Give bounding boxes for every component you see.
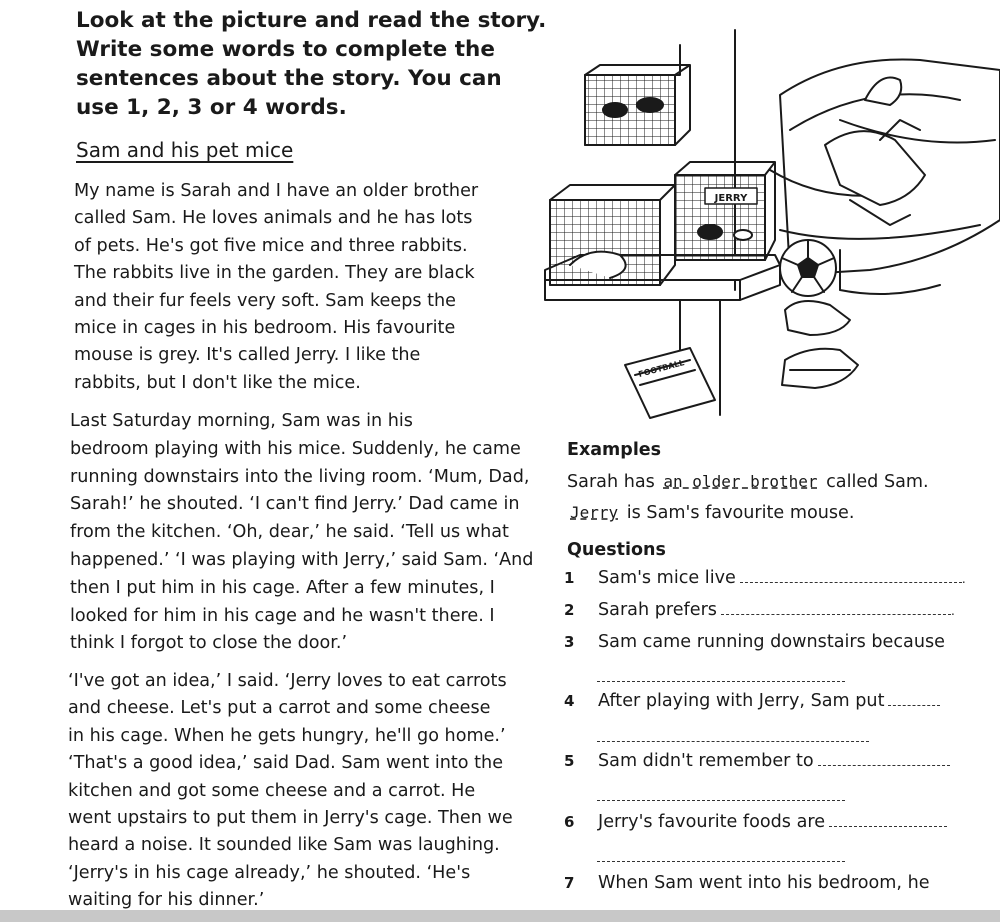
questions-heading: Questions: [567, 540, 666, 560]
story-line: happened.’ ‘I was playing with Jerry,’ said Sam. ‘And: [70, 549, 534, 570]
question-6: [564, 812, 947, 832]
question-4: [564, 691, 940, 711]
mouse-cage: [585, 65, 690, 145]
story-line: kitchen and got some cheese and a carrot. He: [68, 780, 476, 801]
answer-blank[interactable]: [740, 568, 962, 583]
question-number: 2: [564, 601, 575, 619]
question-text: Sarah prefers: [598, 600, 717, 620]
question-number: 5: [564, 752, 575, 770]
question-text: After playing with Jerry, Sam put: [598, 691, 885, 711]
example-1: [567, 472, 929, 492]
question-number: 1: [564, 569, 575, 587]
story-line: Sarah!’ he shouted. ‘I can't find Jerry.’ Dad came in: [70, 494, 520, 515]
example-text: called Sam.: [820, 472, 929, 492]
instructions-line: Look at the picture and read the story.: [76, 8, 547, 33]
answer-blank[interactable]: [597, 799, 845, 801]
instructions: [76, 6, 547, 122]
story-line: ‘That's a good idea,’ said Dad. Sam went into the: [68, 753, 504, 774]
trainers-icon: [782, 301, 858, 388]
story-line: ‘I've got an idea,’ I said. ‘Jerry loves to eat carrots: [68, 671, 507, 691]
story-line: running downstairs into the living room. ‘Mum, Dad,: [70, 466, 530, 487]
example-answer: an older brother: [663, 472, 818, 491]
cage-label: JERRY: [714, 193, 748, 204]
instructions-line: sentences about the story. You can: [76, 66, 502, 91]
story-line: from the kitchen. ‘Oh, dear,’ he said. ‘Tell us what: [70, 522, 509, 543]
wall-line: [605, 45, 680, 75]
story-line: waiting for his dinner.’: [68, 890, 265, 911]
question-1: 1 Sam's mice live .: [564, 568, 966, 588]
answer-blank[interactable]: [597, 860, 845, 862]
story-line: heard a noise. It sounded like Sam was laughing.: [68, 835, 500, 856]
story-line: called Sam. He loves animals and he has lots: [74, 208, 473, 229]
question-text: Jerry's favourite foods are: [598, 812, 826, 832]
story-line: think I forgot to close the door.’: [70, 633, 348, 654]
football-magazine: [625, 348, 715, 418]
story-line: and their fur feels very soft. Sam keeps the: [74, 290, 457, 311]
story-line: mice in cages in his bedroom. His favourite: [74, 318, 456, 339]
examples-heading: Examples: [567, 440, 662, 460]
story-line: Last Saturday morning, Sam was in his: [70, 411, 413, 431]
answer-blank[interactable]: [818, 751, 950, 766]
question-2: 2 Sarah prefers .: [564, 600, 955, 620]
magazine-label: FOOTBALL: [637, 358, 686, 380]
story-line: mouse is grey. It's called Jerry. I like the: [74, 345, 421, 366]
jerry-cage: [675, 162, 775, 260]
example-answer: Jerry: [570, 503, 619, 522]
question-number: 4: [564, 692, 575, 710]
question-7: [564, 873, 930, 893]
story-line: then I put him in his cage. After a few minutes, I: [70, 577, 495, 598]
story-line: The rabbits live in the garden. They are black: [74, 263, 475, 284]
instructions-line: use 1, 2, 3 or 4 words.: [76, 95, 347, 120]
story-title: Sam and his pet mice: [76, 138, 294, 162]
story-paragraph-3: [68, 668, 513, 915]
bedroom-illustration: [540, 0, 1000, 440]
page-bottom-bar: [0, 910, 1000, 922]
football-icon: [780, 240, 836, 296]
story-line: ‘Jerry's in his cage already,’ he shouted. ‘He's: [68, 862, 471, 883]
example-2: [567, 503, 854, 523]
question-number: 6: [564, 813, 575, 831]
story-line: and cheese. Let's put a carrot and some cheese: [68, 698, 491, 719]
story-line: My name is Sarah and I have an older brother: [74, 181, 479, 201]
question-5: [564, 751, 950, 771]
story-line: went upstairs to put them in Jerry's cage. Then we: [68, 808, 513, 829]
mouse-cage: [550, 185, 675, 285]
story-paragraph-1: [74, 178, 478, 397]
instructions-line: Write some words to complete the: [76, 37, 495, 62]
answer-blank[interactable]: [597, 680, 845, 682]
story-line: looked for him in his cage and he wasn't there. I: [70, 605, 495, 626]
story-line: in his cage. When he gets hungry, he'll go home.’: [68, 725, 506, 746]
question-number: 3: [564, 633, 575, 651]
question-text: Sam didn't remember to: [598, 751, 814, 771]
answer-blank[interactable]: [829, 812, 947, 827]
story-paragraph-2: [70, 408, 533, 658]
example-text: is Sam's favourite mouse.: [621, 503, 855, 523]
question-text: Sam's mice live: [598, 568, 736, 588]
question-3: [564, 632, 945, 652]
answer-blank[interactable]: [888, 691, 940, 706]
story-line: rabbits, but I don't like the mice.: [74, 372, 361, 393]
question-text: When Sam went into his bedroom, he: [598, 873, 930, 893]
question-number: 7: [564, 874, 575, 892]
answer-blank[interactable]: [721, 600, 951, 615]
story-line: bedroom playing with his mice. Suddenly, he came: [70, 438, 521, 459]
example-text: Sarah has: [567, 472, 661, 492]
story-line: of pets. He's got five mice and three rabbits.: [74, 235, 468, 256]
answer-blank[interactable]: [597, 740, 869, 742]
question-text: Sam came running downstairs because: [598, 632, 945, 652]
